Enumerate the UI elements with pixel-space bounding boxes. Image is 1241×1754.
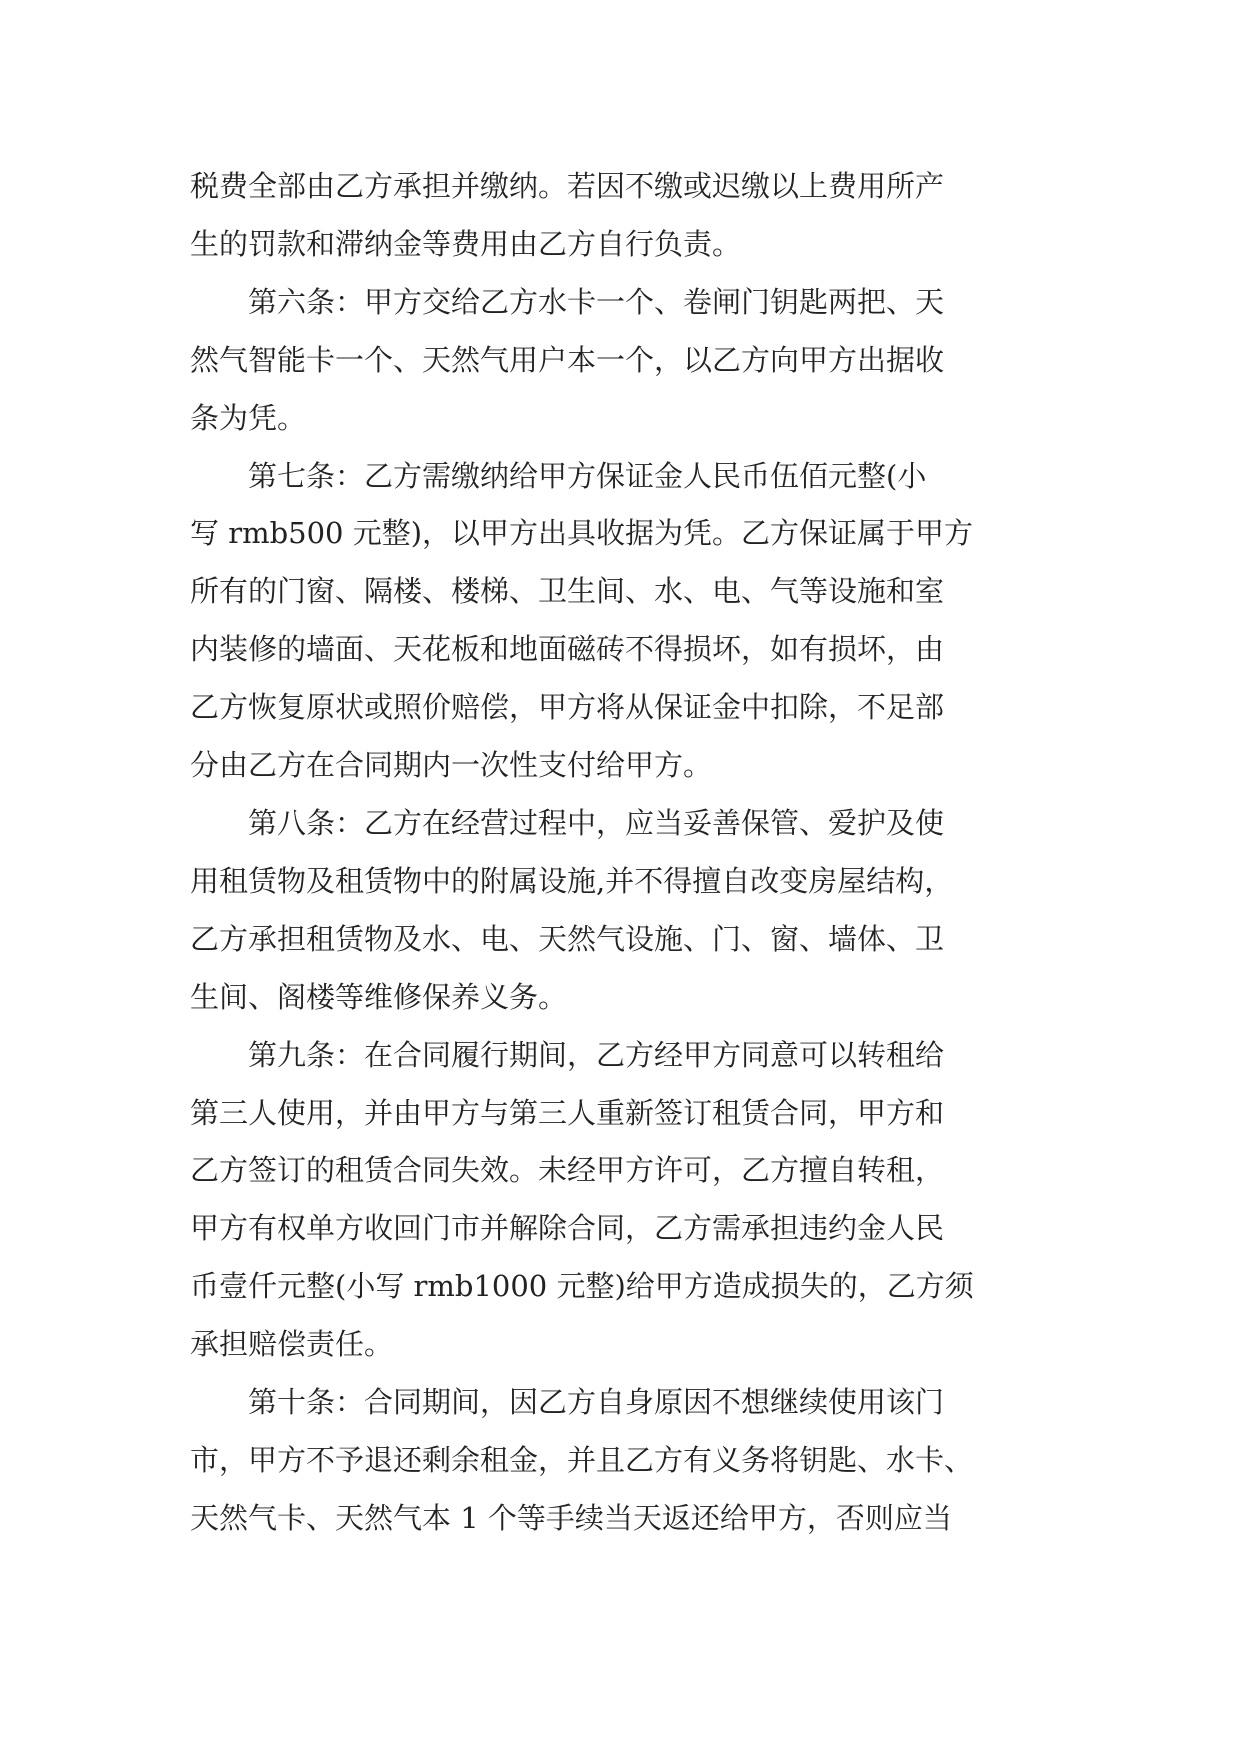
text-line: 第三人使用，并由甲方与第三人重新签订租赁合同，甲方和 bbox=[190, 1095, 945, 1130]
text-line: 第六条：甲方交给乙方水卡一个、卷闸门钥匙两把、天 bbox=[190, 284, 945, 319]
paragraph-clause-9 bbox=[190, 1027, 1050, 1374]
text-line: 第八条：乙方在经营过程中，应当妥善保管、爱护及使 bbox=[190, 805, 945, 840]
text-line: 用租赁物及租赁物中的附属设施,并不得擅自改变房屋结构， bbox=[190, 863, 954, 898]
text-line: 生间、阁楼等维修保养义务。 bbox=[190, 979, 568, 1014]
paragraph-clause-10 bbox=[190, 1374, 1050, 1548]
text-line: 写 rmb500 元整)，以甲方出具收据为凭。乙方保证属于甲方 bbox=[190, 516, 974, 551]
contract-body bbox=[190, 158, 1050, 1548]
text-line: 承担赔偿责任。 bbox=[190, 1327, 394, 1362]
text-line: 条为凭。 bbox=[190, 400, 307, 435]
text-line: 然气智能卡一个、天然气用户本一个，以乙方向甲方出据收 bbox=[190, 342, 945, 377]
text-line: 乙方签订的租赁合同失效。未经甲方许可，乙方擅自转租， bbox=[190, 1153, 945, 1188]
paragraph-clause-6 bbox=[190, 274, 1050, 448]
paragraph-clause-7 bbox=[190, 448, 1050, 795]
text-line: 生的罚款和滞纳金等费用由乙方自行负责。 bbox=[190, 226, 742, 261]
text-line: 税费全部由乙方承担并缴纳。若因不缴或迟缴以上费用所产 bbox=[190, 169, 945, 203]
text-line: 第九条：在合同履行期间，乙方经甲方同意可以转租给 bbox=[190, 1037, 945, 1072]
text-line: 乙方恢复原状或照价赔偿，甲方将从保证金中扣除，不足部 bbox=[190, 690, 945, 725]
text-line: 内装修的墙面、天花板和地面磁砖不得损坏，如有损坏，由 bbox=[190, 632, 945, 667]
text-line: 天然气卡、天然气本 1 个等手续当天返还给甲方，否则应当 bbox=[190, 1500, 952, 1535]
text-line: 币壹仟元整(小写 rmb1000 元整)给甲方造成损失的，乙方须 bbox=[190, 1269, 974, 1304]
text-line: 分由乙方在合同期内一次性支付给甲方。 bbox=[190, 748, 713, 783]
paragraph-clause-5-end bbox=[190, 158, 1050, 274]
text-line: 所有的门窗、隔楼、楼梯、卫生间、水、电、气等设施和室 bbox=[190, 574, 945, 609]
paragraph-clause-8 bbox=[190, 795, 1050, 1027]
text-line: 市，甲方不予退还剩余租金，并且乙方有义务将钥匙、水卡、 bbox=[190, 1442, 974, 1477]
text-line: 甲方有权单方收回门市并解除合同，乙方需承担违约金人民 bbox=[190, 1211, 945, 1246]
text-line: 乙方承担租赁物及水、电、天然气设施、门、窗、墙体、卫 bbox=[190, 921, 945, 956]
text-line: 第十条：合同期间，因乙方自身原因不想继续使用该门 bbox=[190, 1385, 945, 1420]
text-line: 第七条：乙方需缴纳给甲方保证金人民币伍佰元整(小 bbox=[190, 458, 927, 493]
